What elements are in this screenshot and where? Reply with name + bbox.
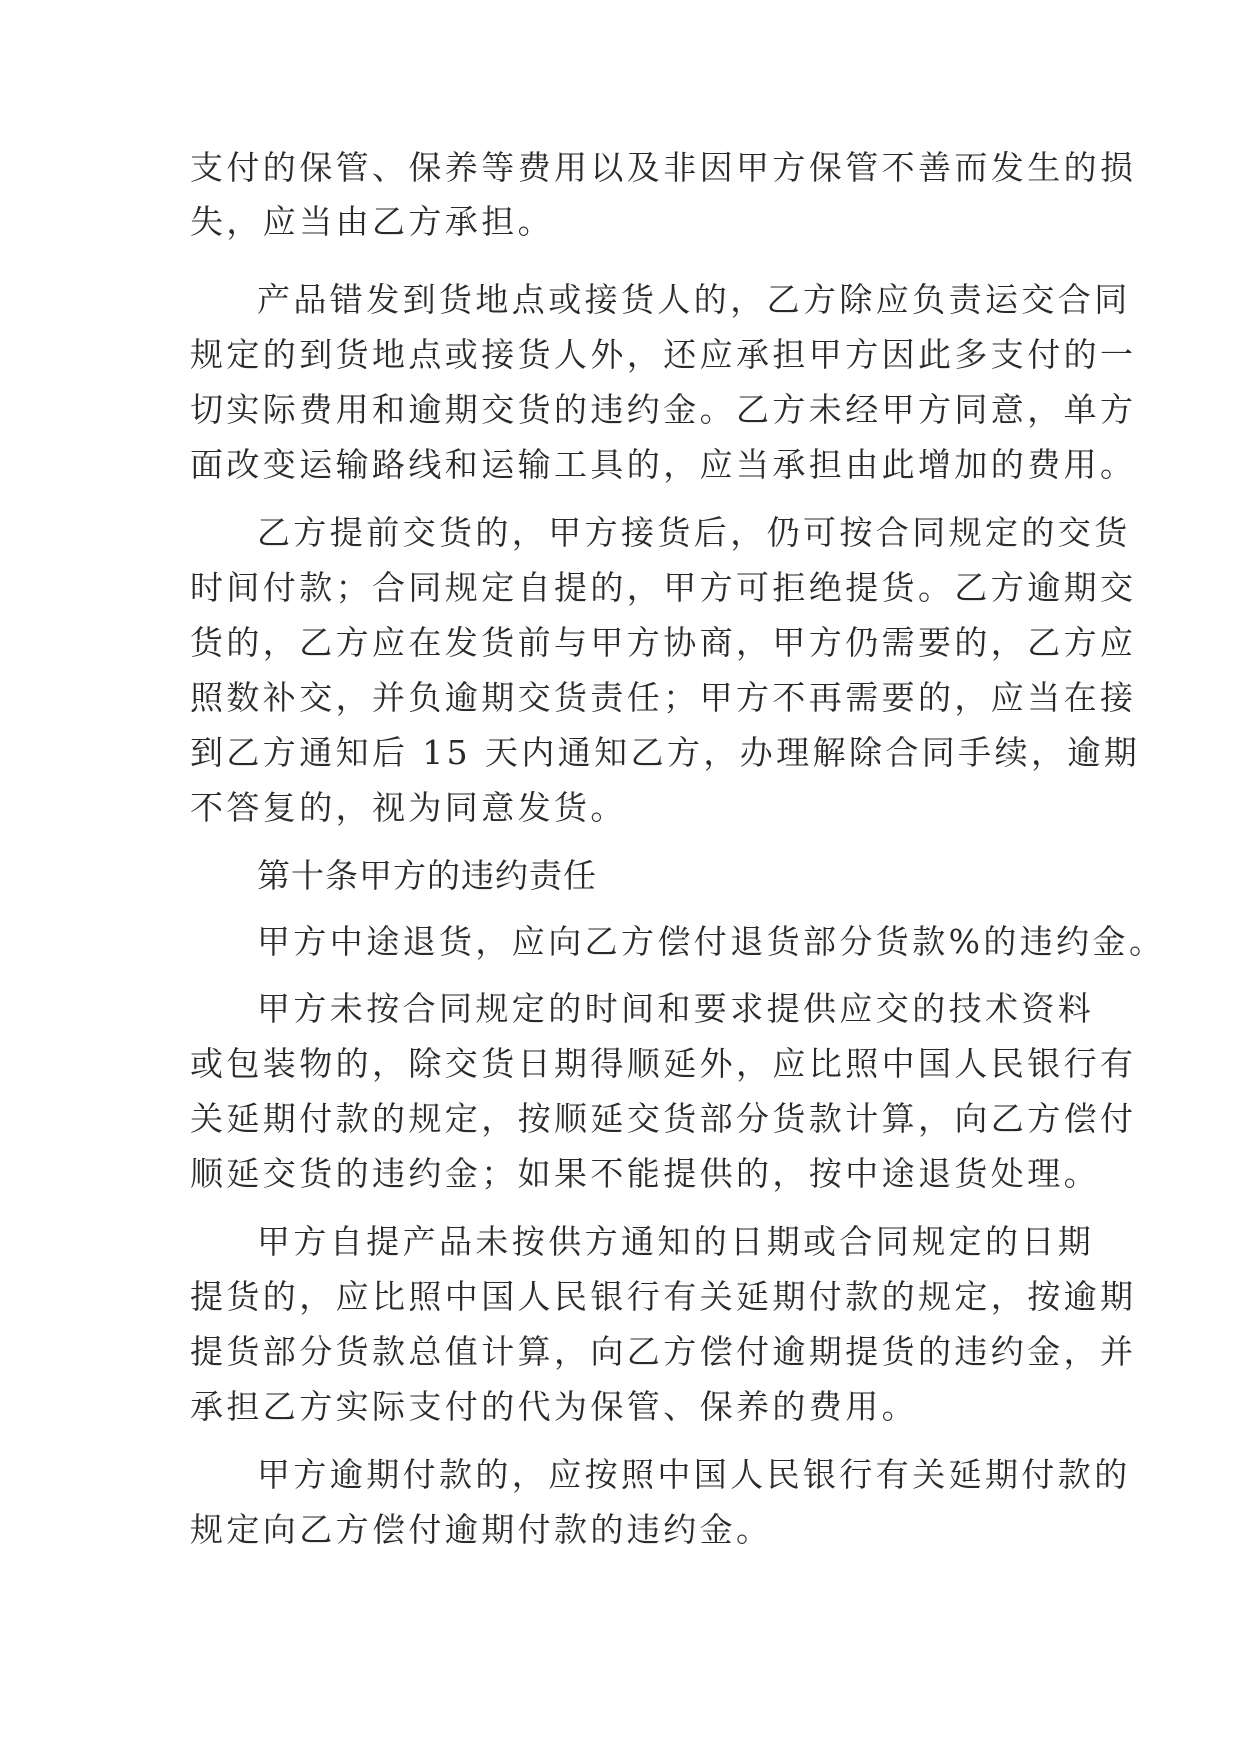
text-line: 照数补交，并负逾期交货责任；甲方不再需要的，应当在接 (190, 678, 1137, 717)
text-line: 提货部分货款总值计算，向乙方偿付逾期提货的违约金，并 (190, 1332, 1137, 1371)
paragraph-start-line: 甲方自提产品未按供方通知的日期或合同规定的日期 (257, 1222, 1095, 1261)
text-line: 切实际费用和逾期交货的违约金。乙方未经甲方同意，单方 (190, 390, 1137, 429)
paragraph-start-line: 甲方中途退货，应向乙方偿付退货部分货款%的违约金。 (257, 922, 1166, 961)
text-line: 顺延交货的违约金；如果不能提供的，按中途退货处理。 (190, 1154, 1100, 1193)
text-line: 到乙方通知后 15 天内通知乙方，办理解除合同手续，逾期 (190, 733, 1141, 772)
paragraph-start-line: 乙方提前交货的，甲方接货后，仍可按合同规定的交货 (257, 513, 1131, 552)
text-line: 承担乙方实际支付的代为保管、保养的费用。 (190, 1387, 918, 1426)
paragraph-start-line: 甲方未按合同规定的时间和要求提供应交的技术资料 (257, 989, 1095, 1028)
text-line: 支付的保管、保养等费用以及非因甲方保管不善而发生的损 (190, 148, 1137, 187)
text-line: 不答复的，视为同意发货。 (190, 788, 627, 827)
text-line: 规定的到货地点或接货人外，还应承担甲方因此多支付的一 (190, 335, 1137, 374)
text-line: 提货的，应比照中国人民银行有关延期付款的规定，按逾期 (190, 1277, 1137, 1316)
text-line: 面改变运输路线和运输工具的，应当承担由此增加的费用。 (190, 445, 1137, 484)
section-heading: 第十条甲方的违约责任 (257, 856, 597, 895)
paragraph-start-line: 甲方逾期付款的，应按照中国人民银行有关延期付款的 (257, 1455, 1131, 1494)
text-line: 时间付款；合同规定自提的，甲方可拒绝提货。乙方逾期交 (190, 568, 1137, 607)
text-line: 货的，乙方应在发货前与甲方协商，甲方仍需要的，乙方应 (190, 623, 1137, 662)
text-line: 失，应当由乙方承担。 (190, 202, 554, 241)
text-line: 规定向乙方偿付逾期付款的违约金。 (190, 1510, 773, 1549)
text-line: 或包装物的，除交货日期得顺延外，应比照中国人民银行有 (190, 1044, 1137, 1083)
text-line: 关延期付款的规定，按顺延交货部分货款计算，向乙方偿付 (190, 1099, 1137, 1138)
paragraph-start-line: 产品错发到货地点或接货人的，乙方除应负责运交合同 (257, 280, 1131, 319)
